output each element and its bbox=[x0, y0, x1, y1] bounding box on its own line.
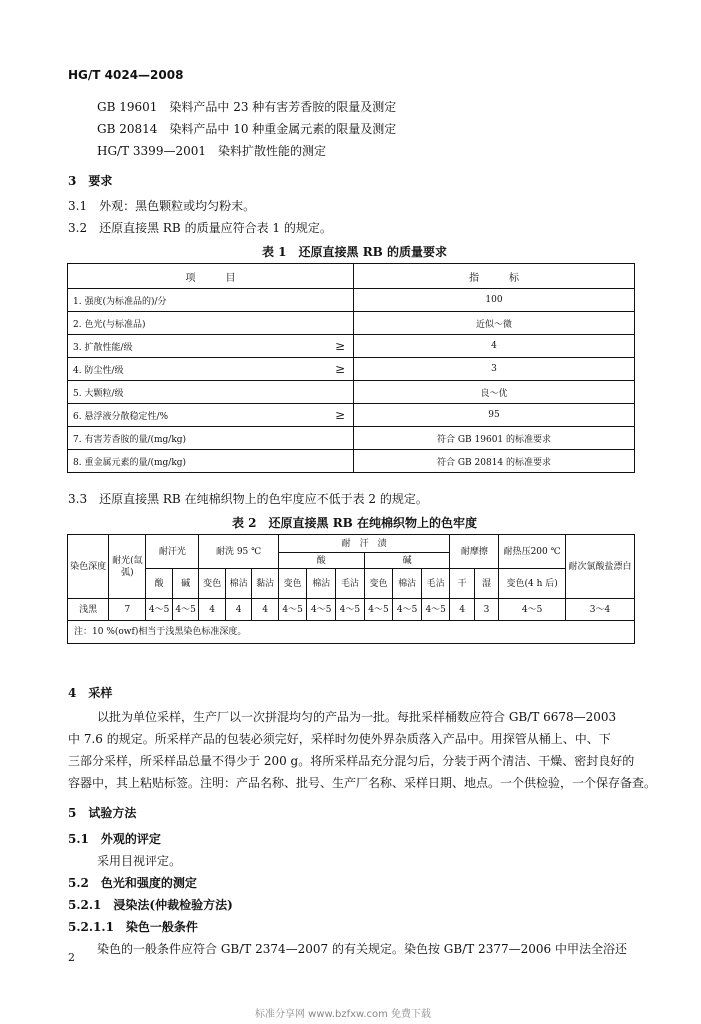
clause-3-3: 3.3 还原直接黑 RB 在纯棉织物上的色牢度应不低于表 2 的规定。 bbox=[68, 492, 428, 506]
table-row: 3. 扩散性能/级 ≥ 4 bbox=[68, 335, 635, 358]
table-row: 8. 重金属元素的量/(mg/kg) 符合 GB 20814 的标准要求 bbox=[68, 450, 635, 473]
sampling-line-4: 容器中，其上粘贴标签。注明：产品名称、批号、生产厂名称、采样日期、地点。一个供检验，一个保存备查。 bbox=[68, 776, 657, 790]
section-4-title: 4 采样 bbox=[68, 686, 113, 700]
sampling-line-3: 三部分采样，所采样品总量不得少于 200 g。将所采样品充分混匀后，分装于两个清洁、干燥、密封良好的 bbox=[68, 754, 635, 768]
table2-caption: 表 2 还原直接黑 RB 在纯棉织物上的色牢度 bbox=[232, 516, 477, 530]
table1-head-value: 指 标 bbox=[354, 264, 635, 289]
page-number: 2 bbox=[68, 951, 75, 964]
section-5-title: 5 试验方法 bbox=[68, 806, 137, 820]
reference-gb20814: GB 20814 染料产品中 10 种重金属元素的限量及测定 bbox=[97, 122, 397, 136]
clause-5-2-1-1-title: 5.2.1.1 染色一般条件 bbox=[68, 920, 198, 934]
t2-head-rubbing: 耐摩擦 bbox=[450, 535, 499, 569]
clause-5-1-text: 采用目视评定。 bbox=[97, 854, 182, 868]
table-row: 4. 防尘性/级 ≥ 3 bbox=[68, 358, 635, 381]
t2-head-wash: 耐洗 95 ℃ bbox=[199, 535, 278, 569]
clause-5-2-1-title: 5.2.1 浸染法(仲裁检验方法) bbox=[68, 898, 233, 912]
clause-5-2-title: 5.2 色光和强度的测定 bbox=[68, 876, 197, 890]
reference-gb19601: GB 19601 染料产品中 23 种有害芳香胺的限量及测定 bbox=[97, 100, 397, 114]
t2-head-heat: 耐热压200 ℃ bbox=[499, 535, 566, 569]
table-row: 5. 大颗粒/级 良～优 bbox=[68, 381, 635, 404]
t2-head-sweat-light: 耐汗光 bbox=[146, 535, 199, 569]
t2-head-acid: 酸 bbox=[278, 553, 364, 569]
t2-head-depth: 染色深度 bbox=[68, 535, 109, 599]
table2-color-fastness: 染色深度 耐光(氙弧) 耐汗光 耐洗 95 ℃ 耐 汗 渍 耐摩擦 耐热压200 ℃ 耐次氯酸盐漂白 酸 碱 酸 碱 变色 棉沾 黏沾 变色 棉沾 毛沾 变色 棉沾 毛沾 干 湿 变色(4 h 后) 浅黑 7 4～5 4～5 4 4 4 4～5 4～5 4～5 4～5 4～5 4～5 4 3 4～5 3～4 注：10 %(owf)相当于浅黑染色标准深度。 bbox=[67, 534, 635, 644]
sampling-line-2: 中 7.6 的规定。所采样产品的包装必须完好，采样时勿使外界杂质落入产品中。用探管从桶上、中、下 bbox=[68, 732, 611, 746]
table-row: 1. 强度(为标准品的)/分 100 bbox=[68, 289, 635, 312]
clause-5-1-title: 5.1 外观的评定 bbox=[68, 832, 161, 846]
table1-head-item: 项 目 bbox=[68, 264, 354, 289]
t2-head-light: 耐光(氙弧) bbox=[109, 535, 146, 599]
document-code: HG/T 4024—2008 bbox=[68, 68, 184, 82]
clause-3-2: 3.2 还原直接黑 RB 的质量应符合表 1 的规定。 bbox=[68, 221, 332, 235]
t2-head-hypochlorite: 耐次氯酸盐漂白 bbox=[566, 535, 635, 599]
reference-hgt3399: HG/T 3399—2001 染料扩散性能的测定 bbox=[97, 144, 326, 158]
table1-caption: 表 1 还原直接黑 RB 的质量要求 bbox=[262, 245, 447, 259]
table-row: 6. 悬浮液分散稳定性/% ≥ 95 bbox=[68, 404, 635, 427]
t2-head-perspiration: 耐 汗 渍 bbox=[278, 535, 450, 553]
clause-5-2-1-1-text: 染色的一般条件应符合 GB/T 2374—2007 的有关规定。染色按 GB/T 2377—2006 中甲法全浴还 bbox=[97, 942, 627, 956]
table-row: 浅黑 7 4～5 4～5 4 4 4 4～5 4～5 4～5 4～5 4～5 4～5 4 3 4～5 3～4 bbox=[68, 599, 635, 621]
table-row: 7. 有害芳香胺的量/(mg/kg) 符合 GB 19601 的标准要求 bbox=[68, 427, 635, 450]
clause-3-1: 3.1 外观：黑色颗粒或均匀粉末。 bbox=[68, 199, 256, 213]
t2-head-alkali: 碱 bbox=[364, 553, 450, 569]
footer-watermark: 标准分享网 www.bzfxw.com 免费下载 bbox=[255, 1009, 431, 1020]
table2-note: 注：10 %(owf)相当于浅黑染色标准深度。 bbox=[68, 621, 635, 644]
section-3-title: 3 要求 bbox=[68, 174, 113, 188]
table1-quality-requirements bbox=[67, 263, 635, 473]
sampling-line-1: 以批为单位采样，生产厂以一次拼混均匀的产品为一批。每批采样桶数应符合 GB/T 6678—2003 bbox=[97, 710, 617, 724]
table-row: 2. 色光(与标准品) 近似～微 bbox=[68, 312, 635, 335]
